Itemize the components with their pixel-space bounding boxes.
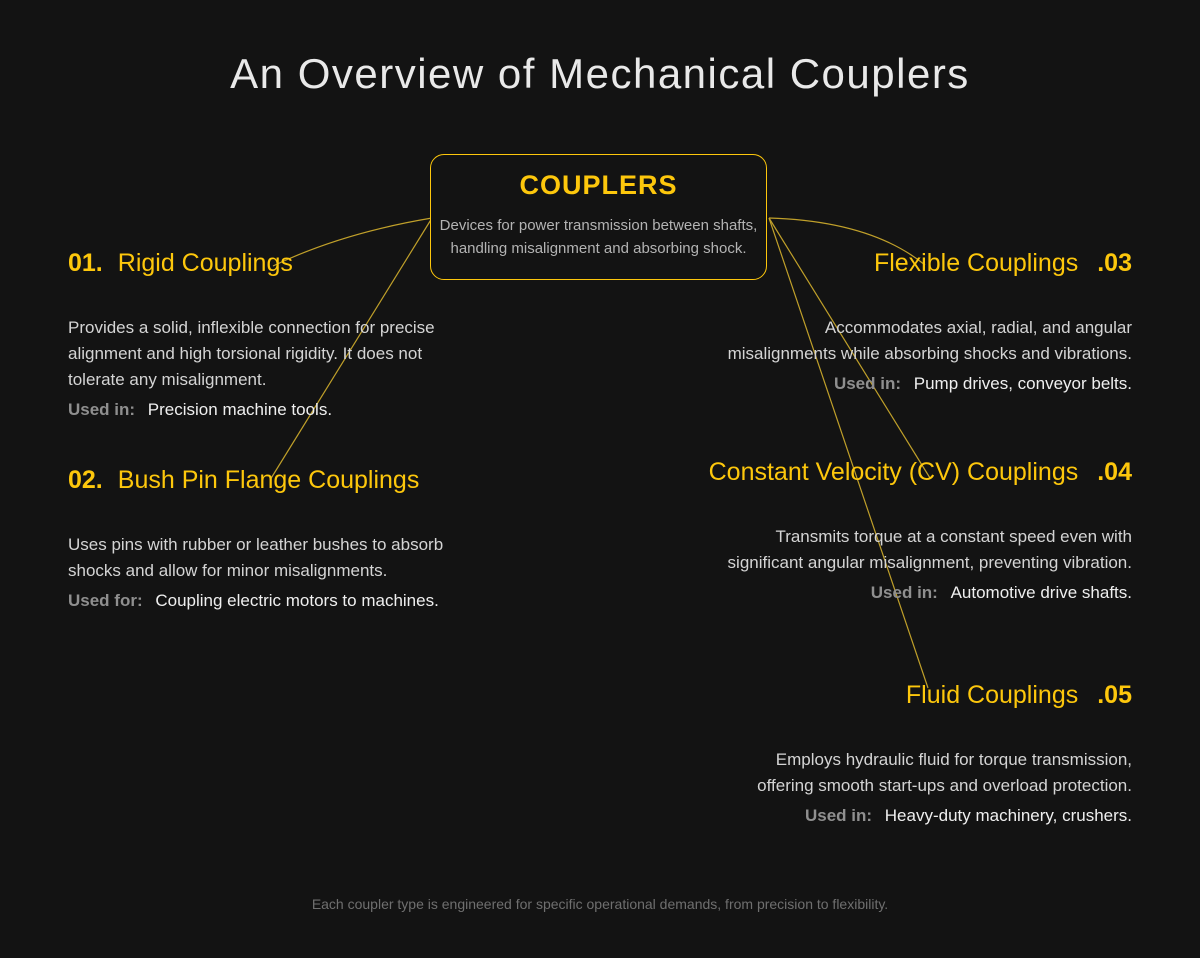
section-number: 02. [68,466,103,494]
section-body [68,532,538,584]
body-line: Provides a solid, inflexible connection for precise [68,318,435,337]
body-line: significant angular misalignment, preventing vibration. [727,553,1132,572]
section-title: Rigid Couplings [117,249,293,277]
section-heading [68,466,538,495]
section-usage [68,400,538,420]
usage-label: Used for: [68,591,143,610]
section-number: .05 [1097,681,1132,709]
section-body [68,315,538,393]
usage-label: Used in: [833,374,901,393]
section-body [592,524,1132,576]
section-rigid-couplings [68,249,538,420]
center-node-title: COUPLERS [519,170,678,200]
body-line: Transmits torque at a constant speed even with [775,527,1132,546]
section-number: 01. [68,249,103,277]
section-body [592,315,1132,367]
section-usage [68,591,538,611]
section-fluid-couplings [592,681,1132,826]
section-heading [592,458,1132,487]
usage-value: Coupling electric motors to machines. [155,591,439,610]
usage-value: Heavy-duty machinery, crushers. [884,806,1132,825]
section-number: .04 [1097,458,1132,486]
usage-value: Pump drives, conveyor belts. [913,374,1132,393]
body-line: alignment and high torsional rigidity. It does not [68,344,423,363]
body-line: Employs hydraulic fluid for torque transmission, [775,750,1132,769]
body-line: shocks and allow for minor misalignments. [68,561,388,580]
page-title: An Overview of Mechanical Couplers [230,50,970,97]
usage-value: Precision machine tools. [147,400,333,419]
section-heading [68,249,538,278]
body-line: Accommodates axial, radial, and angular [824,318,1132,337]
section-title: Bush Pin Flange Couplings [117,466,420,494]
body-line: misalignments while absorbing shocks and vibrations. [727,344,1132,363]
usage-value: Automotive drive shafts. [950,583,1132,602]
section-body [592,747,1132,799]
section-heading [592,249,1132,278]
section-title: Constant Velocity (CV) Couplings [708,458,1079,486]
body-line: offering smooth start-ups and overload protection. [757,776,1132,795]
section-title: Fluid Couplings [905,681,1079,709]
usage-label: Used in: [870,583,938,602]
body-line: Uses pins with rubber or leather bushes to absorb [68,535,444,554]
section-constant-velocity-couplings [592,458,1132,603]
section-flexible-couplings [592,249,1132,394]
section-heading [592,681,1132,710]
usage-label: Used in: [804,806,873,825]
center-node-description-line1: Devices for power transmission between shafts, [439,217,758,234]
section-number: .03 [1097,249,1132,277]
section-usage [592,806,1132,826]
footer-caption: Each coupler type is engineered for specific operational demands, from precision to flexibility. [311,896,889,912]
section-usage [592,374,1132,394]
section-usage [592,583,1132,603]
section-title: Flexible Couplings [873,249,1079,277]
usage-label: Used in: [68,400,136,419]
section-bush-pin-flange-couplings [68,466,538,611]
center-node-description-line2: handling misalignment and absorbing shock. [450,240,747,257]
body-line: tolerate any misalignment. [68,370,267,389]
